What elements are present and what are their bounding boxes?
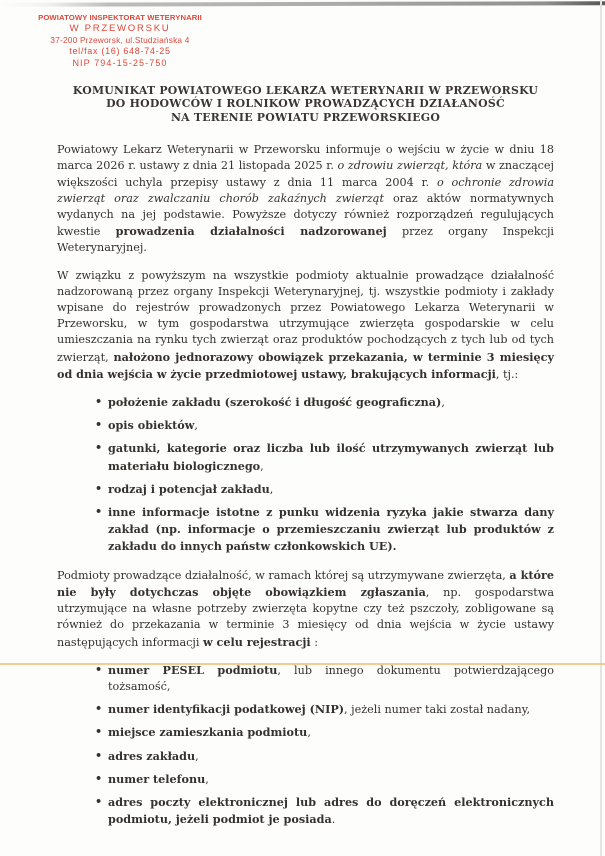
stamp-address: 37-200 Przeworsk, ul.Studziańska 4 bbox=[50, 35, 190, 46]
text-run: inne informacje istotne z punku widzenia ryzyka jakie stwarza dany zakład (np. informacje o przemieszczaniu zwierząt lub produktów z zakładu do innych państw członkowskich UE). bbox=[108, 505, 554, 554]
text-run: , tj.: bbox=[495, 367, 519, 381]
list-item bbox=[57, 701, 554, 718]
registration-info-list bbox=[57, 662, 554, 829]
list-item bbox=[57, 481, 554, 498]
document-content bbox=[57, 84, 554, 839]
text-run: gatunki, kategorie oraz liczba lub ilość utrzymywanych zwierząt lub materiału biologicznego bbox=[108, 441, 554, 473]
text-run: Powiatowy Lekarz Weterynarii w Przeworsku informuje o wejściu w życie w dniu 18 marca 2026 r. ustawy z dnia 21 listopada 2025 r. bbox=[57, 143, 554, 173]
text-run: nałożono jednorazowy obowiązek przekazania, w terminie 3 miesięcy od dnia wejścia w życie przedmiotowej ustawy, brakujących informacji bbox=[57, 349, 554, 381]
list-item bbox=[57, 440, 554, 474]
list-item bbox=[57, 662, 554, 695]
text-run: Podmioty prowadzące działalność, w ramach której są utrzymywane zwierzęta, bbox=[57, 568, 510, 582]
text-run: , bbox=[441, 396, 445, 410]
stamp-city: W PRZEWORSKU bbox=[69, 23, 171, 34]
scan-edge-artifact-top bbox=[0, 1, 605, 7]
office-stamp bbox=[26, 13, 214, 70]
text-run: W związku z powyższym na wszystkie podmioty aktualnie prowadzące działalność nadzorowaną przez organy Inspekcji Weterynaryjnej, tj. wszystkie podmioty i zakłady wpisane do rejestrów prowadzonych przez Powiatowego Lekarza Weterynarii w Przeworsku, w tym gospodarstwa utrzymujące zwierzęta gospodarskie w celu umieszczania na rynku tych zwierząt oraz produktów pochodzących z tych lub od tych zwierząt, bbox=[57, 268, 554, 364]
text-run: : bbox=[310, 635, 318, 649]
list-item bbox=[57, 794, 554, 828]
list-item bbox=[57, 771, 554, 788]
text-run: , bbox=[260, 459, 264, 473]
text-run: adres zakładu bbox=[108, 748, 196, 763]
text-run: a które nie były dotychczas objęte obowiązkiem zgłaszania bbox=[57, 567, 554, 599]
paragraph-obligation bbox=[57, 268, 554, 383]
text-run: położenie zakładu (szerokość i długość geograficzna) bbox=[108, 395, 442, 410]
text-run: miejsce zamieszkania podmiotu bbox=[108, 725, 308, 740]
required-info-list bbox=[57, 394, 554, 556]
text-run: oraz aktów normatywnych wydanych na jej podstawie. Powyższe dotyczy również rozporządzeń regulujących kwestie bbox=[57, 191, 554, 239]
stamp-office-name: POWIATOWY INSPEKTORAT WETERYNARII bbox=[38, 13, 202, 22]
document-body bbox=[57, 142, 554, 828]
text-run: w znaczącej większości uchyla przepisy ustawy z dnia 11 marca 2004 r. bbox=[57, 159, 554, 189]
text-run: numer PESEL podmiotu bbox=[108, 662, 278, 677]
title-line-2: DO HODOWCÓW I ROLNIKOW PROWADZĄCYCH DZIAŁANOŚĆ bbox=[106, 97, 505, 111]
text-run: prowadzenia działalności nadzorowanej bbox=[115, 224, 387, 239]
text-run: , jeżeli numer taki został nadany, bbox=[344, 703, 531, 717]
paragraph-intro bbox=[57, 142, 554, 256]
paragraph-registration bbox=[57, 567, 554, 651]
text-run: , bbox=[194, 419, 198, 433]
text-run: numer identyfikacji podatkowej (NIP) bbox=[108, 702, 345, 717]
text-run: o zdrowiu zwierząt, która bbox=[337, 159, 483, 173]
list-item bbox=[57, 394, 554, 411]
stamp-phone: tel/fax (16) 648-74-25 bbox=[69, 46, 171, 57]
title-line-1: KOMUNIKAT POWIATOWEGO LEKARZA WETERYNARII W PRZEWORSKU bbox=[72, 84, 539, 97]
scan-edge-artifact-right bbox=[600, 0, 602, 856]
list-item bbox=[57, 504, 554, 556]
title-line-3: NA TERENIE POWIATU PRZEWORSKIEGO bbox=[170, 110, 441, 124]
list-item bbox=[57, 417, 554, 434]
text-run: , np. gospodarstwa utrzymujące na własne potrzeby zwierzęta kopytne czy też pszczoły, zobligowane są również do przekazania w terminie 3 miesięcy od dnia wejścia w życie ustawy następujących informacji bbox=[57, 585, 554, 649]
text-run: rodzaj i potencjał zakładu bbox=[108, 481, 270, 496]
text-run: , bbox=[195, 749, 199, 763]
text-run: . bbox=[331, 813, 336, 827]
document-title bbox=[57, 84, 554, 124]
text-run: adres poczty elektronicznej lub adres do doręczeń elektronicznych podmiotu, jeżeli podmiot je posiada bbox=[108, 794, 554, 827]
stamp-nip: NIP 794-15-25-750 bbox=[72, 57, 168, 68]
text-run: opis obiektów bbox=[108, 418, 195, 433]
text-run: , bbox=[269, 482, 274, 496]
text-run: , lub innego dokumentu potwierdzającego tożsamość, bbox=[108, 663, 555, 693]
text-run: o ochronie zdrowia zwierząt oraz zwalczaniu chorób zakaźnych zwierząt bbox=[57, 175, 554, 205]
text-run: , bbox=[307, 726, 311, 740]
text-run: przez organy Inspekcji Weterynaryjnej. bbox=[57, 225, 554, 255]
text-run: , bbox=[205, 772, 209, 786]
text-run: w celu rejestracji bbox=[203, 634, 311, 649]
list-item bbox=[57, 724, 554, 741]
list-item bbox=[57, 748, 554, 765]
text-run: numer telefonu bbox=[108, 771, 206, 786]
